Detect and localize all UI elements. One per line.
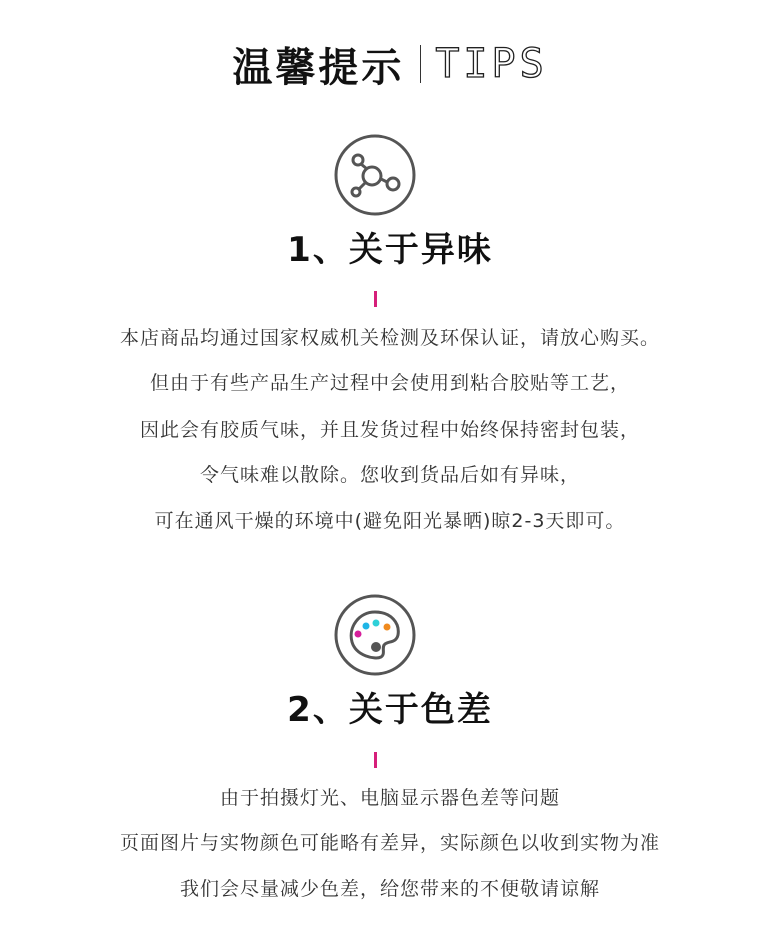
section-odor-line: 令气味难以散除。您收到货品后如有异味，	[199, 464, 580, 486]
tips-header	[0, 36, 780, 92]
section-title-color-difference: 2、关于色差	[287, 690, 493, 730]
accent-bar	[374, 291, 377, 307]
header-title: 温馨提示	[232, 44, 405, 91]
header-divider	[420, 45, 421, 83]
section-title-odor: 1、关于异味	[287, 230, 493, 270]
section-odor-line: 因此会有胶质气味，并且发货过程中始终保持密封包装，	[139, 419, 640, 441]
section-color-line: 我们会尽量减少色差，给您带来的不便敬请谅解	[179, 878, 600, 900]
palette-icon	[334, 594, 416, 676]
accent-bar	[374, 752, 377, 768]
section-color-line: 页面图片与实物颜色可能略有差异，实际颜色以收到实物为准	[119, 832, 660, 854]
header-subtitle: TIPS	[435, 41, 548, 87]
section-odor-line: 本店商品均通过国家权威机关检测及环保认证，请放心购买。	[119, 327, 660, 349]
molecule-icon	[334, 134, 416, 216]
section-odor-line: 可在通风干燥的环境中(避免阳光暴晒)晾2-3天即可。	[154, 510, 626, 532]
section-color-line: 由于拍摄灯光、电脑显示器色差等问题	[219, 787, 560, 809]
section-odor-line: 但由于有些产品生产过程中会使用到粘合胶贴等工艺，	[149, 372, 630, 394]
